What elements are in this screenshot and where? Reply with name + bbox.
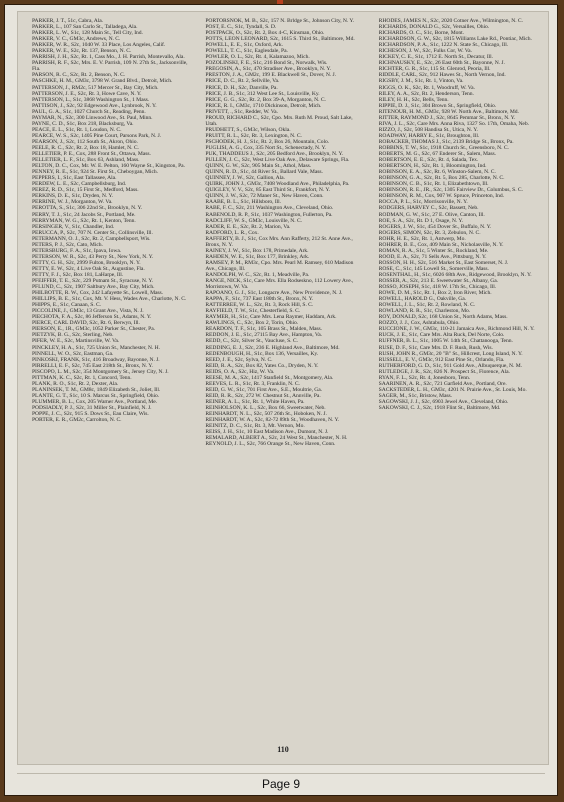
directory-entry: PRICE, D. H., S2c, Danville, Pa. [205,84,278,91]
directory-entry: PEARSON, J., S2c, 112 South St., Akron, Ohio. [32,138,138,145]
directory-entry: PEREZ, R. D., S1c, 15 First St., Medford, Mass. [32,187,139,194]
directory-entry: PRESTON, J. A., GM2c, 199 E. Blackwell St., Dover, N. J. [205,72,336,79]
directory-entry: REESE, M. A., S2c, 1417 Stanfield St., Montgomery, Ala. [205,374,334,381]
directory-entry: REEVES, L. R., S1c, Rt. 3, Franklin, N. C. [205,380,300,387]
directory-entry: PARKER, W. R., S2c, 1040 W. 33 Place, Los Angeles, Calif. [32,42,166,49]
directory-entry: PUK, THADDEUS J., S2c, 205 Bedford Ave., Brooklyn, N. Y. [205,151,344,158]
directory-entry: REINHARDT, N. L., S2c, 507 26th St., Hoboken, N. J. [205,411,327,418]
directory-entry: ROGERS, J. W., S1c, 454 Dover St., Buffalo, N. Y. [378,223,492,230]
directory-entry: PIECHOTA, F. A., S2c, 86 Jefferson St., Adams, N. Y. [32,314,152,321]
directory-entry: PERDEW, L. E., S2c, Campbellsburg, Ind. [32,181,127,188]
directory-entry: PLANINSEK, T. M., GM8c, 1849 Elizabeth St., Joliet, Ill. [32,386,161,393]
directory-entry: ROWELL, J. L., S1c, Rt. 2, Rowland, N. C. [378,302,476,309]
directory-entry: PELTON, D. C., Cox, Mr. W. E. Pelton, 160 Wayne St., Kingston, Pa. [32,163,185,170]
directory-entry: ROHR, H. E., S2c, Rt. 1, Antwerp, Mo. [378,235,466,242]
directory-entry: REYNOLD, J. L., S2c, 766 Orange St., New Haven, Conn. [205,441,336,448]
directory-entry: QUINN, R. D., S1c, 44 River St., Ballard Vale, Mass. [205,169,323,176]
directory-entry: PETTY, E. W., S2c, 4 Live Oak St., Augustine, Fla. [32,265,145,272]
directory-entry: RITENOUR, H. M., GM3c, 928 W. North Ave., Baltimore, Md. [378,108,519,115]
directory-entry: POWELL, E. E., S1c, Oxford, Ark. [205,42,283,49]
directory-entry: POWLER, O. L., S2c, Rt. 4, Kalamazoo, Mich. [205,54,310,61]
directory-entry: REINITZ, D. C., S1c, Rt. 3, Mt. Vernon, Mo. [205,423,305,430]
directory-entry: RUTHERFORD, G. D., S1c, 911 Gold Ave., Albuquerque, N. M. [378,362,523,369]
directory-entry: RAMSEY, P. M., RM3c, Cpo. Mrs. Pearl M. Ramsey, 610 Madison Ave., Chicago, Ill. [205,259,354,272]
directory-entry: PRICE, R. I., GM3c, 1710 Dickinson, Detroit, Mich. [205,102,322,109]
directory-entry: PRICE, G. G., S2c, Rt. 2, Box 39-A, Morganton, N. C. [205,96,326,103]
directory-entry: RODGERS, HARVEY C., S2c, Bassett, Neb. [378,205,479,212]
directory-entry: ROSENTHAL, H., S1c, 6026 68th Ave., Ridgewood, Brooklyn, N. Y. [378,271,532,278]
directory-entry: PERRY, T. J., S1c, 24 Jacobs St., Portland, Me. [32,211,136,218]
directory-entry: RATTERREE, W. L., S2c, Rt. 3, Rock Hill, S. C. [205,302,314,309]
directory-column-1 [32,18,191,736]
directory-entry: REDD, C., S2c, Silver St., Vaucluse, S. C. [205,338,298,345]
directory-entry: PREGOSIN, A., S1c, 470 Stradiser Ave., Brooklyn, N. Y. [205,66,332,73]
directory-entry: ROBACKER, THOMAS J., S1c, 2139 Bridge St., Bronx, Pa. [378,138,514,145]
directory-entry: PEACE, E. L., S1c, Rt. 1, Loudon, N. C. [32,126,122,133]
directory-entry: PELLETIER, P. E., Cox, 288 Front St., Ottawa, Mass. [32,151,151,158]
directory-entry: RADFORD, L. R., Cox. [205,229,259,236]
directory-entry: PARRISH, J. H., S2c, Rt. 1, Cass Mo., J. H. Parrish, Montevallo, Ala. [32,54,185,61]
directory-entry: PETERS, P. J., S2c, Cato, Mich. [32,241,103,248]
directory-entry: PETTY, G. H., S2c, 2999 Fulton, Brooklyn, N. Y. [32,259,141,266]
directory-entry: ROADWAY, HARRY E., S1c, Broughton, Ill. [378,132,480,139]
directory-entry: ROY, DONALD, S2c, 168 Union St., North Adams, Mass. [378,314,508,321]
directory-entry: PASCHKE, H. M., GM3c, 3798 W. Grand Blvd., Detroit, Mich. [32,78,173,85]
directory-entry: PLUMMER, B. L., Cox, 205 Warner Ave., Portland, Me. [32,398,157,405]
directory-entry: PIERCE, CARL DAVID, S2c, Rt. 6, Berwyn, Ill. [32,320,140,327]
directory-entry: RANDOLPH, W. C., S2c, Rt. 1, Meadville, Pa. [205,271,310,278]
directory-entry: PARRISH, R. F., S2c, Mrs. E. V. Parrish, 109 N. 27th St., Jacksonville, Fla. [32,60,188,73]
directory-entry: RUSE, D. F., S1c, Care Mrs. D. F. Rush, Rush, Wis. [378,344,493,351]
directory-entry: REID, R. R., S2c, 272 W. Chestnut St., Annville, Pa. [205,392,321,399]
directory-entry: RABENOLD, R. P., S1c, 1037 Washington, Fullerton, Pa. [205,211,333,218]
directory-entry: ROBINSON, G. A., S2c, Rt. 5, Box 285, Charlotte, N. C. [378,175,505,182]
directory-entry: PETERMANN, O. J., S2c, Rt. 2, Campbellsport, Wis. [32,235,151,242]
directory-entry: PERUCCA, P., S2c, 707 N. Center St., Collinsville, Ill. [32,229,153,236]
directory-entry: RAYFIELD, T. W., S1c, Chesterfield, S. C. [205,308,301,315]
directory-entry: PIFER, W. E., S2c, Martinsville, W. Va. [32,338,120,345]
page-caption: Page 9 [261,777,301,791]
directory-entry: PHIPPS, E., S1c, Canaan, S. C. [32,302,102,309]
document-page [17,11,549,765]
directory-entry: PSCHODEK, H. J., S1c, Rt. 2, Box 26, Mountain, Colo. [205,138,330,145]
directory-entry: PETERSON, W. R., S2c, 43 Perry St., New York, N. Y. [32,253,154,260]
directory-entry: REID, R. A., S2c, Box 82, Yates Co., Dryden, N. Y. [205,362,319,369]
directory-entry: REINHOLSON, K. L., S2c, Box 66, Sweetwater, Neb. [205,405,326,411]
directory-entry: REED, J. E., S2c, Sylva, N. C. [205,356,273,363]
directory-entry: ROGERS, SIMON, S2c, Rt. 3, Zebulon, N. C. [378,229,481,236]
directory-entry: PLANK, R. O., S1c, Rt. 2, Dexter, Ala. [32,380,119,387]
viewer-caption-bar [17,773,545,794]
directory-entry: PAYNE, C. D., S1c, Box 218, Blacksburg, Va. [32,120,134,127]
directory-entry: RABE, F. C., S2c, 211 Washington Ave., Cleveland, Ohio. [205,205,334,212]
directory-entry: ROBINSON, E. A., S2c, Rt. 6, Winston-Salem, N. C. [378,169,496,176]
directory-entry: PEELE, R. C., S2c, Rt. 2, Box 18, Hamlet, N. C. [32,144,139,151]
printed-page-number: 110 [277,745,289,754]
directory-entry: PULLEN, J. C., S2c, West Live Oak Ave., Delaware Springs, Fla. [205,157,350,164]
directory-entry: RICKEY, C. E., S1c, 1712 E. North St., Decatur, Ill. [378,54,494,61]
directory-entry: PAUL, G. A., S1c, 1027 Church St., Reading, Penn. [32,108,146,115]
directory-entry: QUIRK, JOHN J., GM3c, 7408 Woodland Ave., Philadelphia, Pa. [205,181,350,188]
directory-entry: RILEY, A. A., S2c, Rt. 2, Henderson, Tenn. [378,90,474,97]
directory-entry: RAPPA, F., S1c, 737 East 180th St., Bronx, N. Y. [205,296,314,303]
directory-column-3 [379,18,538,736]
directory-entry: RIDDLE, CARL, S2c, 912 Hawes St., North Vernon, Ind. [378,72,506,79]
document-viewer-frame [4,4,558,796]
directory-entry: PEROTTA, S., S1c, 306 22nd St., Brooklyn, N. Y. [32,205,143,212]
directory-entry: REDENBOUGH, H., S1c, Box 136, Versailles, Ky. [205,350,319,357]
directory-entry: ROBBINS, T. W., S1c, 1918 Church St., Greensboro, N. C. [378,144,509,151]
directory-entry: PATTISON, J., S2c, 92 Edgewood Ave., Lynbrook, N. Y. [32,102,157,109]
directory-entry: RIZZO, J., S2c, 508 Handisa St., Utica, N. Y. [378,126,478,133]
directory-entry: PARKER, L., 107 San Carlo St., Talladega, Ala. [32,24,138,31]
directory-entry: PATTERSON, J. E., S2c, Rt. 3, Howe Cave, N. Y. [32,90,142,97]
directory-entry: PATTERSON, L., S1c, 3868 Washington St., 1 Mass. [32,96,150,103]
directory-entry: RUSH, JOHN R., GM3c, 20 "B" St., Hillcrest, Long Island, N. Y. [378,350,523,357]
directory-entry: ROSSER, A., S2c, 213 E. Sweetwater St., Albany, Ga. [378,278,499,285]
directory-entry: PERRINE, W. J., Morganton, W. Va. [32,199,113,206]
directory-entry: PISCOPO, L. M., S2c, 354 Montgomery St., Jersey City, N. J. [32,368,169,375]
directory-entry: RUTLEDGE, J. R., S2c, 826 N. Prospect St., Florence, Ala. [378,368,510,375]
directory-entry: PINKOSKI, FRANK, S1c, 416 Broadway, Bayonne, N. J. [32,356,160,363]
directory-entry: PHILBOTTE, R. W., Cox, 242 Lafayette St., Lowell, Mass. [32,290,164,297]
directory-entry: PINCKLEY, H. A., S1c, 725 Union St., Manchester, N. H. [32,344,160,351]
directory-entry: PORTORSNOK, M. B., S2c, 157 N. Brldge St., Johnson City, N. Y. [205,18,355,24]
directory-entry: PERSINGER, V., S1c, Chandler, Ind. [32,223,115,230]
directory-entry: RAABE, B. L., S1c, Hillsboro, Ill. [205,199,282,206]
directory-entry: SAARINEN, A. R., S2c, 721 Garfield Ave., Portland, Ore. [378,380,507,387]
directory-entry: PHILLIPS, B. E., S1c, Cox, Mt. V. Hess, Wades Ave., Charlotte, N. C. [32,296,187,303]
directory-entry: REIDS, O. A., S2c, Hiz, W. Va. [205,368,275,375]
directory-entry: ROBINSON, R. E., JR., S2c, 1305 Fairview Dr., Columbus, S. C. [378,187,523,194]
directory-entry: RANGE, NICK, S1c, Care Mrs. Ella Rodseskno, 112 Lowery Ave., Morristown, W. Va. [205,278,354,291]
directory-entry: PRUDHETT, S., GM3c, Wilson, Okla. [205,126,291,133]
directory-entry: RICHARDSON, G. W., S2c, 1815 Williams Lake Rd., Pontiac, Mich. [378,36,532,43]
directory-entry: ROWELL, HAROLD G., Oakville, Ga. [378,296,467,303]
directory-entry: PERKINS, D. E., S1c, Dryden, N. Y. [32,193,113,200]
directory-entry: ROE, S. A., S2c, Rt. D 1, Osage, N. Y. [378,217,463,224]
directory-entry: PFEIFFER, T. E., S2c, 229 Putnam St., Syracuse, N. Y. [32,278,153,285]
directory-entry: ROSSO, JOSEPH, S1c, 418 W. 17th St., Chicago, Ill. [378,284,497,291]
directory-entry: ROMAN, R. A., S1c, 5 Winter St., Rockland, Me. [378,247,489,254]
directory-entry: SACKSTEDER, L. H., GM3c, 4201 N. Prairie Ave., St. Louis, Mo. [378,386,527,393]
directory-column-2 [205,18,364,736]
directory-entry: RHODES, JAMES N., S2c, 2020 Cotner Ave., Wilmington, N. C. [378,18,523,24]
directory-entry: PETERSBURG, F. A., S1c, Ipava, Iowa. [32,247,122,254]
directory-entry: PROUD, RICHARD C., S2c, Cpo. Mrs. Ruth M. Proud, Salt Lake, Utah. [205,114,353,127]
directory-entry: PRUITT, R. L., S2c, Rt. 3, Lexington, N. C. [205,132,302,139]
directory-entry: SAKOWSKI, C. J., S2c, 1918 Flint St., Baltimore, Md. [378,405,501,411]
directory-entry: RILEY, H. H., S2c, Bells, Tenn. [378,96,449,103]
directory-entry: PFLUND, C., S2c, 1907 Saltbury Ave., Bay City, Mich. [32,284,155,291]
directory-entry: RUFFNER, B. L., S1c, 1005 W. 14th St., Chattanooga, Tenn. [378,338,513,345]
directory-entry: RAPOANO, G. J., S1c, Longacre Ave., New Providence, N. J. [205,290,343,297]
directory-entry: ROWLAND, R. R., S1c, Charleston, Mo. [378,308,471,315]
directory-entry: POWELL, T. C., S1c, Eaglesdale, Pa. [205,48,288,55]
directory-entry: PINNELL, W. O., S2c, Eastman, Ga. [32,350,114,357]
directory-entry: PETTY, F. J., S2c, Box 181, LaHarpe, Ill. [32,271,124,278]
directory-entry: ROZZO, J. J., Cox, Ashtabula, Ohio. [378,320,460,327]
directory-entry: PARKER, W. E., S2c, Rt. 137, Benson, N. C. [32,48,132,55]
directory-entry: RUSSELL, E. V., GM3c, 912 East Pine St., Orlando, Fla. [378,356,505,363]
directory-entry: PARKER, V. C., GM3c, Andrews, N. C. [32,36,121,43]
directory-entry: ROBERTS, M. G., S2c, 67 Enderer St., Salem, Mass. [378,151,496,158]
directory-entry: PIRRELLI, E. F., S2c, 745 East 218th St., Bronx, N. Y. [32,362,153,369]
directory-entry: RADCLIFF, W. S., GM3c, Louisville, N. C. [205,217,303,224]
directory-entry: RIPPIE, D. J., S1c, 304 Brown St., Springfield, Ohio. [378,102,497,109]
directory-entry: ROBINSON, R. M., Cox, 907 W. Spruce, Princeton, Ind. [378,193,504,200]
directory-entry: RAFFERTY, B. J., S1c, Cox Mrs. Ann Rafferty, 212 St. Anne Ave., Bronx, N. Y. [205,235,353,248]
directory-entry: PICCOLINE, J., GM3c, 13 Grant Ave., Vista, N. J. [32,308,144,315]
directory-entry: ROWE, D. M., S1c, Rt. 1, Box 2, Iron River, Mich. [378,290,492,297]
directory-entry: ROBERTSON, H., S2c, Rt. 1, Bloomington, Ind. [378,163,487,170]
directory-entry: REISS, J. H., S1c, 10 East Madison Ave., Dumont, N. J. [205,429,329,436]
directory-entry: RICHTER, G. R., S1c, 115 St. Glenrod, Peoria, Ill. [378,66,491,73]
directory-entry: PLANTE, G. T., S1c, 10 S. Marcus St., Springfield, Ohio. [32,392,160,399]
directory-entry: ROSE, C., S1c, 145 Lowell St., Somerville, Mass. [378,265,489,272]
directory-entry: PRICE, D. C., Rt. 2, Sellville, Va. [205,78,280,85]
directory-entry: PODSIADLY, P. J., S2c, 31 Miller St., Plainfield, N. J. [32,405,152,411]
directory-entry: POZOLINSKI, F. E., S1c, 216 Bond St., Norwalk, Wis. [205,60,328,67]
directory-entry: PELLETIER, L. F., S1c, Box 63, Ashland, Mass. [32,157,140,164]
directory-entry: RUCCIONE, J. W., GM3c, 110-21 Jamaica Ave., Richmond Hill, N. Y. [378,326,535,333]
directory-entry: PERRYMAN, W. G., S2c, Rt. 1, Kenton, Tenn. [32,217,136,224]
directory-entry: REDDON, J. E., S1c, 27115 Bay Ave., Hampton, Va. [205,332,322,339]
directory-entry: RITTER, RAYMOND J., S2c, 8645 Pemmar St., Bronx, N. Y. [378,114,516,121]
directory-entry: RICHARDS, DONALD G., S2c, Versailles, Ohio. [378,24,490,31]
directory-entry: REINER, A. L., S1c, Rt. 1, White Haven, Pa. [205,398,305,405]
directory-entry: ROBINSON, C. B., S1c, Rt. 1, Elizabethtown, Ill. [378,181,489,188]
directory-entry: PAYMAR, N., S2c, 300 Linwood Ave., St. Paul, Minn. [32,114,153,121]
directory-entry: PARKER, L. W., S1c, 128 Main St., Tell City, Ind. [32,30,143,37]
directory-entry: RIGSBY, J. M., S1c, Rt. 1, Vinton, Va. [378,78,464,85]
directory-entry: POPPE, J. C., S2c, 915 S. Dows St., Eau Claire, Wis. [32,411,149,418]
directory-entry: POSTPACK, O., S2c, Rt. 2, Box 4-C, Kinsman, Ohio. [205,30,325,37]
directory-entry: REARDON, T. F., S1c, 105 Brass St., Malden, Mass. [205,326,323,333]
directory-entry: SAGOWSKI, J. J., S2c, 6903 Jewel Ave., Cleveland, Ohio. [378,398,509,405]
directory-entry: RICHESON, J. W., S2c, Fulks Cor, W. Va. [378,48,472,55]
directory-entry: REDDING, E. J., S2c, 236 E. Highland Ave., Baltimore, Md. [205,344,340,351]
directory-entry: RICHARDS, O. C., S1c, Borne, Mont. [378,30,464,37]
directory-entry: REMALARD, ALBERT A., S2c, 24 West St., Manchester, N. H. [205,435,348,442]
directory-entry: PIETZYK, B. G., S2c, Sterling, Neb. [32,332,114,339]
directory-entry: RYAN, F. L., S2c, Rt. 4, Jonesboro, Tenn. [378,374,471,381]
directory-entry: REID, G. W., S1c, 701 First Ave., S.E., Moultrie, Ga. [205,386,323,393]
directory-entry: PIERSON, E., 1R., GM3c, 1052 Parker St., Chester, Pa. [32,326,155,333]
directory-entry: RIGGS, O. K., S2c, Rt. 1, Woodruff, W. Va. [378,84,475,91]
directory-entry: RADER, E. E., S2c, Rt. 2, Marion, Va. [205,223,291,230]
directory-entry: ROSSON, H. H., S2c, 516 Market St., East Somerset, N. J. [378,259,509,266]
directory-entry: PARSON, R. C., S2c, Rt. 2, Benson, N. C. [32,72,126,79]
directory-entry: PORTER, E. R., GM2c, Carrolton, N. C. [32,417,122,424]
directory-entry: RAYMER, H., S1c, Care Mrs. Lena Raymer, Haddam, Ark. [205,314,337,321]
directory-entry: PITTMAN, K. C., S2c, Rt. 1, Concord, Tenn. [32,374,132,381]
directory-entry: RAHDEN, W. E., S1c, Box 177, Brinkley, Ark. [205,253,310,260]
directory-entry: QUIGLEY, V. V., S2c, 85 East Third St., Frankfort, N. Y. [205,187,330,194]
directory-entry: RIVA, J. L., S2c, Care Mrs. Anna Riva, 1327 So. 17th, Omaha, Neb. [378,120,529,127]
directory-entry: PEARCE, W. S., S2c, 1405 Pine Court, Parsons Park, N. J. [32,132,162,139]
directory-entry: PUGLISI, A. G., Cox, 335 Nort St., Schenectady, N. Y. [205,144,327,151]
directory-entry: QUINN, G. W., S2c, 905 Main St., Athol, Mass. [205,163,312,170]
directory-entry: PRICE, J. B., S1c, 312 West Lee St., Louisville, Ky. [205,90,320,97]
directory-entry: PATTERSON, J., RM2c, 517 Mercer St., Bay City, Mich. [32,84,159,91]
directory-entry: QUINN, J. W., S2c, 72 Maner St., New Haven, Conn. [205,193,324,200]
directory-entry: ROHRER, B. E., Cox, 409 Main St., Nicholasville, N. Y. [378,241,504,248]
directory-entry: QUINNEY, J. W., S2c, Gallion, Ala. [205,175,285,182]
directory-entry: ROOD, E. A., S2c, 71 Sells Ave., Pittsburg, N. Y. [378,253,487,260]
directory-entry: PEPPERS, I., S1c, East Tallassee, Ala. [32,175,117,182]
directory-entry: REINHARDT, W. A., S2c, 82-72 89th St., Woodhaven, N. Y. [205,417,340,424]
directory-entry: RUCK, J. E., S1c, Care Mrs. Alta Ruck, Del Norte, Colo. [378,332,505,339]
directory-entry: PRIVETT, ., S1c, Redder, W. Va. [205,108,278,115]
directory-columns [32,18,538,736]
directory-entry: RICHNAUSKY, E., S2c, 26 East 60th St., Bayonne, N. J. [378,60,505,67]
directory-entry: ROBERTSON, E. E., S2c, Rt. 4, Salada, Tex. [378,157,479,164]
directory-entry: POST, E. C., S1c, Tyndall, S. D. [205,24,277,31]
directory-entry: PENNEY, R. E., S1c, 924 St. First St., Cheboygan, Mich. [32,169,158,176]
directory-entry: RODMAN, G. W., S1c, 27 E. Olive, Canton, Ill. [378,211,485,218]
directory-entry: RAINEY, J. W., S1c, Box 178, Primedale, Ark. [205,247,309,254]
directory-entry: PARKER, J. T., 51c, Cabra, Ala. [32,18,104,24]
directory-entry: ROCCA, P. L., S1c, Morrisonville, N. Y. [378,199,468,206]
directory-entry: SAGER, M., S1c, Bristow, Mass. [378,392,453,399]
directory-entry: RAWLINGS, C., S2c, Box 2, Torin, Ohio. [205,320,299,327]
directory-entry: RICHARDSON, P. A., S1c, 1222 N. State St., Chicago, Ill. [378,42,509,49]
directory-entry: POTTS, LEON LEONARD, S2c, 1615 S. Third St., Baltimore, Md. [205,36,355,43]
